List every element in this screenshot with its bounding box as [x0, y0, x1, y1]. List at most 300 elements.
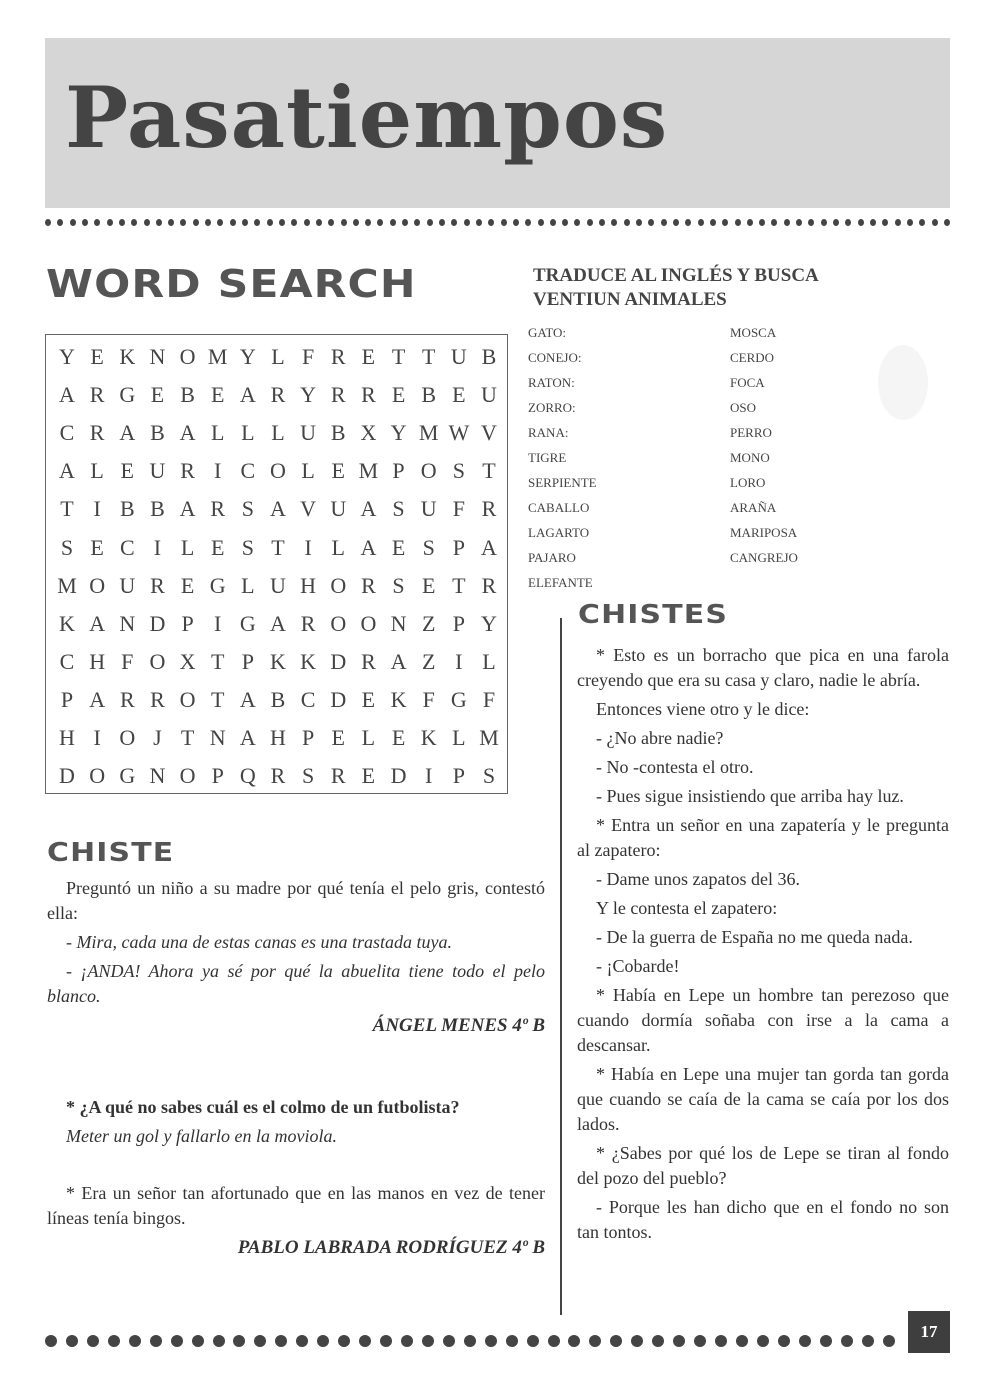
grid-letter: E [361, 763, 376, 789]
dot [599, 219, 605, 226]
chistes-paragraph: - Porque les han dicho que en el fondo no son tan tontos. [577, 1197, 949, 1242]
dotted-divider-top [45, 219, 950, 226]
animal-word: MONO [730, 450, 770, 465]
dot [213, 1335, 225, 1347]
chistes-paragraph: * ¿Sabes por qué los de Lepe se tiran al fondo del pozo del pueblo? [577, 1143, 949, 1188]
grid-letter: K [119, 344, 136, 369]
grid-letter: V [481, 420, 497, 446]
dot [316, 219, 322, 226]
dot [883, 1335, 895, 1347]
animal-word: CONEJO: [528, 350, 582, 365]
grid-letter: R [119, 686, 135, 712]
grid-letter: S [302, 763, 315, 789]
dot [338, 1335, 350, 1347]
grid-row [52, 490, 504, 528]
grid-letter: S [392, 572, 405, 598]
dot [464, 1335, 476, 1347]
dot [205, 219, 211, 226]
grid-letter: E [210, 534, 225, 560]
grid-letter: U [450, 344, 467, 369]
grid-letter: B [421, 382, 437, 408]
grid-letter: P [60, 686, 74, 712]
dot [87, 1335, 99, 1347]
chistes-paragraph: Entonces viene otro y le dice: [596, 699, 810, 719]
grid-letter: L [271, 344, 285, 369]
animal-word: FOCA [730, 375, 765, 390]
dot [230, 219, 236, 226]
page-title: Pasatiempos [65, 68, 669, 167]
grid-letter: O [89, 572, 106, 598]
dot [538, 219, 544, 226]
animal-word: GATO: [528, 325, 567, 340]
grid-letter: A [239, 725, 256, 750]
grid-letter: R [481, 572, 497, 598]
futbolista-joke [47, 1095, 545, 1153]
grid-letter: B [270, 686, 286, 712]
dot [862, 1335, 874, 1347]
grid-letter: F [422, 686, 435, 712]
grid-letter: T [482, 458, 496, 484]
grid-letter: K [270, 648, 286, 674]
dot [267, 219, 273, 226]
grid-letter: A [59, 458, 75, 484]
joke-author: PABLO LABRADA RODRÍGUEZ 4º B [237, 1237, 545, 1258]
animal-word: PAJARO [528, 550, 576, 565]
grid-letter: K [420, 725, 437, 750]
grid-letter: G [209, 572, 226, 598]
grid-letter: M [57, 572, 77, 598]
grid-letter: H [300, 572, 317, 598]
word-search-heading: WORD SEARCH [46, 262, 417, 306]
grid-letter: V [300, 496, 317, 522]
dot [390, 219, 396, 226]
grid-letter: E [391, 725, 406, 750]
grid-letter: O [119, 725, 136, 750]
dot [275, 1335, 287, 1347]
dot [304, 219, 310, 226]
dot [451, 219, 457, 226]
grid-letter: R [300, 610, 316, 636]
grid-letter: I [425, 763, 433, 789]
grid-letter: R [150, 686, 165, 712]
chistes-paragraph: Y le contesta el zapatero: [596, 898, 778, 918]
grid-letter: L [482, 648, 496, 674]
dot [944, 219, 950, 226]
dot [129, 1335, 141, 1347]
grid-row [52, 338, 504, 376]
grid-letter: O [360, 610, 377, 636]
grid-letter: R [89, 382, 105, 408]
grid-letter: T [391, 344, 406, 369]
grid-letter: E [421, 572, 436, 598]
dot [476, 219, 482, 226]
grid-letter: R [89, 420, 105, 446]
grid-letter: O [149, 648, 166, 674]
joke-question: * ¿A qué no sabes cuál es el colmo de un futbolista? [66, 1097, 460, 1117]
grid-letter: T [452, 572, 466, 598]
dot [108, 1335, 120, 1347]
dot [611, 219, 617, 226]
animal-word: SERPIENTE [528, 475, 597, 490]
grid-letter: P [181, 610, 194, 636]
chistes-body [577, 643, 949, 1249]
animal-word: RANA: [528, 425, 569, 440]
dot [401, 1335, 413, 1347]
grid-letter: S [241, 534, 254, 560]
chistes-paragraph: - No -contesta el otro. [596, 757, 754, 777]
grid-row [52, 376, 504, 414]
dot [673, 1335, 685, 1347]
dot [254, 219, 260, 226]
grid-letter: R [481, 496, 497, 522]
animal-word: ARAÑA [730, 500, 777, 515]
grid-letter: N [149, 344, 166, 369]
chistes-paragraph: * Había en Lepe un hombre tan perezoso que cuando dormía soñaba con irse a la cama a descansar. [577, 985, 949, 1055]
grid-row [52, 719, 504, 757]
dotted-divider-bottom [45, 1335, 895, 1347]
grid-letter: A [179, 496, 196, 522]
grid-letter: P [241, 648, 254, 674]
grid-letter: R [150, 572, 165, 598]
grid-letter: A [270, 496, 286, 522]
grid-letter: R [330, 763, 346, 789]
grid-letter: M [418, 420, 439, 446]
dot [858, 219, 864, 226]
grid-letter: B [150, 496, 165, 522]
grid-letter: Y [481, 610, 497, 636]
dot [70, 219, 76, 226]
dot [527, 1335, 539, 1347]
grid-letter: R [270, 382, 286, 408]
grid-letter: R [180, 458, 195, 484]
dot [882, 219, 888, 226]
grid-letter: O [89, 763, 106, 789]
grid-letter: N [119, 610, 136, 636]
animal-word: ZORRO: [528, 400, 576, 415]
grid-letter: I [455, 648, 463, 674]
grid-letter: U [481, 382, 497, 408]
dot [119, 219, 125, 226]
dot [799, 1335, 811, 1347]
grid-letter: U [300, 420, 317, 446]
chiste-paragraph: Preguntó un niño a su madre por qué tenía el pelo gris, contestó ella: [47, 878, 545, 923]
dot [694, 1335, 706, 1347]
dot [624, 219, 630, 226]
dot [610, 1335, 622, 1347]
dot [94, 219, 100, 226]
dot [328, 219, 334, 226]
grid-letter: F [121, 648, 134, 674]
grid-letter: F [452, 496, 465, 522]
dot [82, 219, 88, 226]
grid-letter: E [180, 572, 195, 598]
grid-letter: U [119, 572, 136, 598]
dot [233, 1335, 245, 1347]
grid-letter: T [60, 496, 74, 522]
grid-letter: E [452, 382, 466, 408]
grid-letter: H [89, 648, 106, 674]
grid-row [52, 757, 504, 795]
grid-letter: G [119, 763, 136, 789]
grid-letter: P [452, 534, 465, 560]
dot [57, 219, 63, 226]
grid-letter: U [149, 458, 166, 484]
dot [439, 219, 445, 226]
grid-letter: A [239, 382, 256, 408]
dot [661, 219, 667, 226]
joke-paragraph: * Era un señor tan afortunado que en las manos en vez de tener líneas tenía bingos. [47, 1183, 545, 1228]
dot [757, 1335, 769, 1347]
grid-letter: S [422, 534, 435, 560]
word-search-grid [45, 334, 508, 794]
chiste-heading: CHISTE [47, 838, 175, 868]
grid-letter: B [119, 496, 135, 522]
grid-letter: L [452, 725, 466, 750]
animal-word: LAGARTO [528, 525, 590, 540]
animal-word: RATON: [528, 375, 575, 390]
dot [550, 219, 556, 226]
grid-letter: U [420, 496, 437, 522]
dot [771, 219, 777, 226]
animal-word: MOSCA [730, 325, 777, 340]
dot [242, 219, 248, 226]
grid-letter: C [119, 534, 135, 560]
grid-letter: D [59, 763, 75, 789]
chiste-paragraph: - ¡ANDA! Ahora ya sé por qué la abuelita tiene todo el pelo blanco. [47, 961, 545, 1006]
dot [722, 219, 728, 226]
dot [747, 219, 753, 226]
dot [192, 1335, 204, 1347]
grid-letter: H [59, 725, 75, 750]
dot [821, 219, 827, 226]
grid-letter: P [211, 763, 224, 789]
grid-row [52, 605, 504, 643]
grid-letter: L [90, 458, 104, 484]
grid-letter: Y [239, 344, 256, 369]
grid-letter: R [361, 648, 376, 674]
grid-letter: L [241, 572, 255, 598]
grid-letter: R [361, 572, 376, 598]
grid-letter: X [179, 648, 196, 674]
grid-letter: E [361, 686, 376, 712]
dot [715, 1335, 727, 1347]
chiste-body [47, 876, 545, 1042]
grid-letter: X [360, 420, 377, 446]
grid-row [52, 681, 504, 719]
grid-letter: E [120, 458, 134, 484]
grid-letter: I [214, 610, 222, 636]
grid-letter: Y [59, 344, 75, 369]
chistes-paragraph: - De la guerra de España no me queda nada. [596, 927, 913, 947]
dot [443, 1335, 455, 1347]
grid-letter: A [481, 534, 497, 560]
animal-list-column-2 [730, 325, 798, 575]
grid-row [52, 414, 504, 452]
animal-word: TIGRE [528, 450, 567, 465]
grid-letter: O [270, 458, 286, 484]
dot [422, 1335, 434, 1347]
animal-word: LORO [730, 475, 766, 490]
grid-row [52, 529, 504, 567]
grid-letter: R [330, 344, 346, 369]
grid-letter: L [180, 534, 195, 560]
grid-letter: A [360, 496, 377, 522]
chistes-paragraph: * Esto es un borracho que pica en una farola creyendo que era su casa y claro, nadie le abría. [577, 645, 949, 690]
grid-letter: A [179, 420, 196, 446]
grid-letter: L [210, 420, 225, 446]
grid-letter: D [330, 648, 347, 674]
chistes-paragraph: - ¡Cobarde! [596, 956, 680, 976]
grid-letter: B [150, 420, 165, 446]
grid-letter: D [149, 610, 166, 636]
grid-letter: E [90, 344, 104, 369]
grid-letter: G [450, 686, 467, 712]
grid-letter: L [241, 420, 255, 446]
grid-letter: E [150, 382, 165, 408]
grid-letter: K [390, 686, 407, 712]
grid-letter: B [180, 382, 195, 408]
grid-letter: C [240, 458, 256, 484]
dot [45, 1335, 57, 1347]
grid-letter: I [93, 725, 101, 750]
grid-letter: L [361, 725, 376, 750]
grid-letter: R [270, 763, 286, 789]
dot [631, 1335, 643, 1347]
dot [291, 219, 297, 226]
chiste-author: ÁNGEL MENES 4º B [372, 1015, 545, 1036]
dot [587, 219, 593, 226]
dot [652, 1335, 664, 1347]
grid-letter: U [270, 572, 286, 598]
dot [217, 219, 223, 226]
grid-letter: S [452, 458, 465, 484]
chistes-paragraph: * Había en Lepe una mujer tan gorda tan gorda que cuando se caía de la cama se caía por los dos lados. [577, 1064, 949, 1134]
grid-letter: I [214, 458, 222, 484]
animal-word: PERRO [730, 425, 772, 440]
grid-letter: N [390, 610, 407, 636]
grid-letter: E [210, 382, 225, 408]
dot [833, 219, 839, 226]
grid-letter: A [89, 686, 106, 712]
dot [380, 1335, 392, 1347]
dot [107, 219, 113, 226]
grid-letter: T [210, 686, 225, 712]
grid-letter: T [210, 648, 225, 674]
dot [808, 219, 814, 226]
grid-letter: Y [390, 420, 407, 446]
grid-letter: O [420, 458, 437, 484]
dot [353, 219, 359, 226]
dot [907, 219, 913, 226]
grid-letter: L [301, 458, 315, 484]
grid-letter: O [330, 610, 347, 636]
grid-letter: E [90, 534, 104, 560]
grid-letter: P [392, 458, 405, 484]
grid-letter: W [448, 420, 470, 446]
grid-letter: L [271, 420, 285, 446]
dot [168, 219, 174, 226]
grid-letter: R [210, 496, 226, 522]
dot [45, 219, 51, 226]
animal-list-column-1 [528, 325, 597, 600]
dot [254, 1335, 266, 1347]
dot [501, 219, 507, 226]
dot [736, 1335, 748, 1347]
dot [359, 1335, 371, 1347]
grid-letter: O [330, 572, 347, 598]
dot [377, 219, 383, 226]
grid-letter: A [119, 420, 136, 446]
grid-letter: O [179, 763, 196, 789]
animal-word: ELEFANTE [528, 575, 593, 590]
animal-word: OSO [730, 400, 757, 415]
grid-letter: R [361, 382, 376, 408]
dot [506, 1335, 518, 1347]
grid-letter: B [330, 420, 346, 446]
dot [710, 219, 716, 226]
dot [841, 1335, 853, 1347]
dot [735, 219, 741, 226]
chistes-paragraph: - Dame unos zapatos del 36. [596, 869, 800, 889]
grid-letter: A [270, 610, 286, 636]
dot [402, 219, 408, 226]
grid-letter: N [149, 763, 166, 789]
grid-letter: K [300, 648, 317, 674]
dot [296, 1335, 308, 1347]
grid-letter: J [153, 725, 162, 750]
grid-letter: D [390, 763, 407, 789]
bingo-joke [47, 1181, 545, 1264]
grid-letter: E [391, 382, 406, 408]
dot [66, 1335, 78, 1347]
dot [488, 219, 494, 226]
dot [341, 219, 347, 226]
scan-smudge [878, 345, 928, 420]
grid-letter: C [300, 686, 316, 712]
dot [589, 1335, 601, 1347]
dot [279, 219, 285, 226]
grid-letter: U [330, 496, 347, 522]
grid-letter: T [421, 344, 436, 369]
chistes-paragraph: - Pues sigue insistiendo que arriba hay luz. [596, 786, 904, 806]
grid-letter: A [59, 382, 75, 408]
dot [698, 219, 704, 226]
dot [464, 219, 470, 226]
grid-letter: T [271, 534, 285, 560]
grid-letter: Y [300, 382, 317, 408]
grid-letter: I [153, 534, 162, 560]
grid-row [52, 643, 504, 681]
dot [365, 219, 371, 226]
grid-letter: Q [239, 763, 256, 789]
dot [525, 219, 531, 226]
grid-letter: P [302, 725, 315, 750]
grid-letter: B [481, 344, 497, 369]
dot [648, 219, 654, 226]
translate-heading-line2: VENTIUN ANIMALES [533, 289, 727, 310]
grid-letter: K [59, 610, 75, 636]
grid-letter: D [330, 686, 347, 712]
title-band [45, 38, 950, 208]
dot [513, 219, 519, 226]
grid-letter: F [302, 344, 315, 369]
dot [193, 219, 199, 226]
dot [414, 219, 420, 226]
dot [427, 219, 433, 226]
grid-letter: N [209, 725, 226, 750]
grid-letter: O [179, 344, 196, 369]
grid-letter: L [331, 534, 345, 560]
